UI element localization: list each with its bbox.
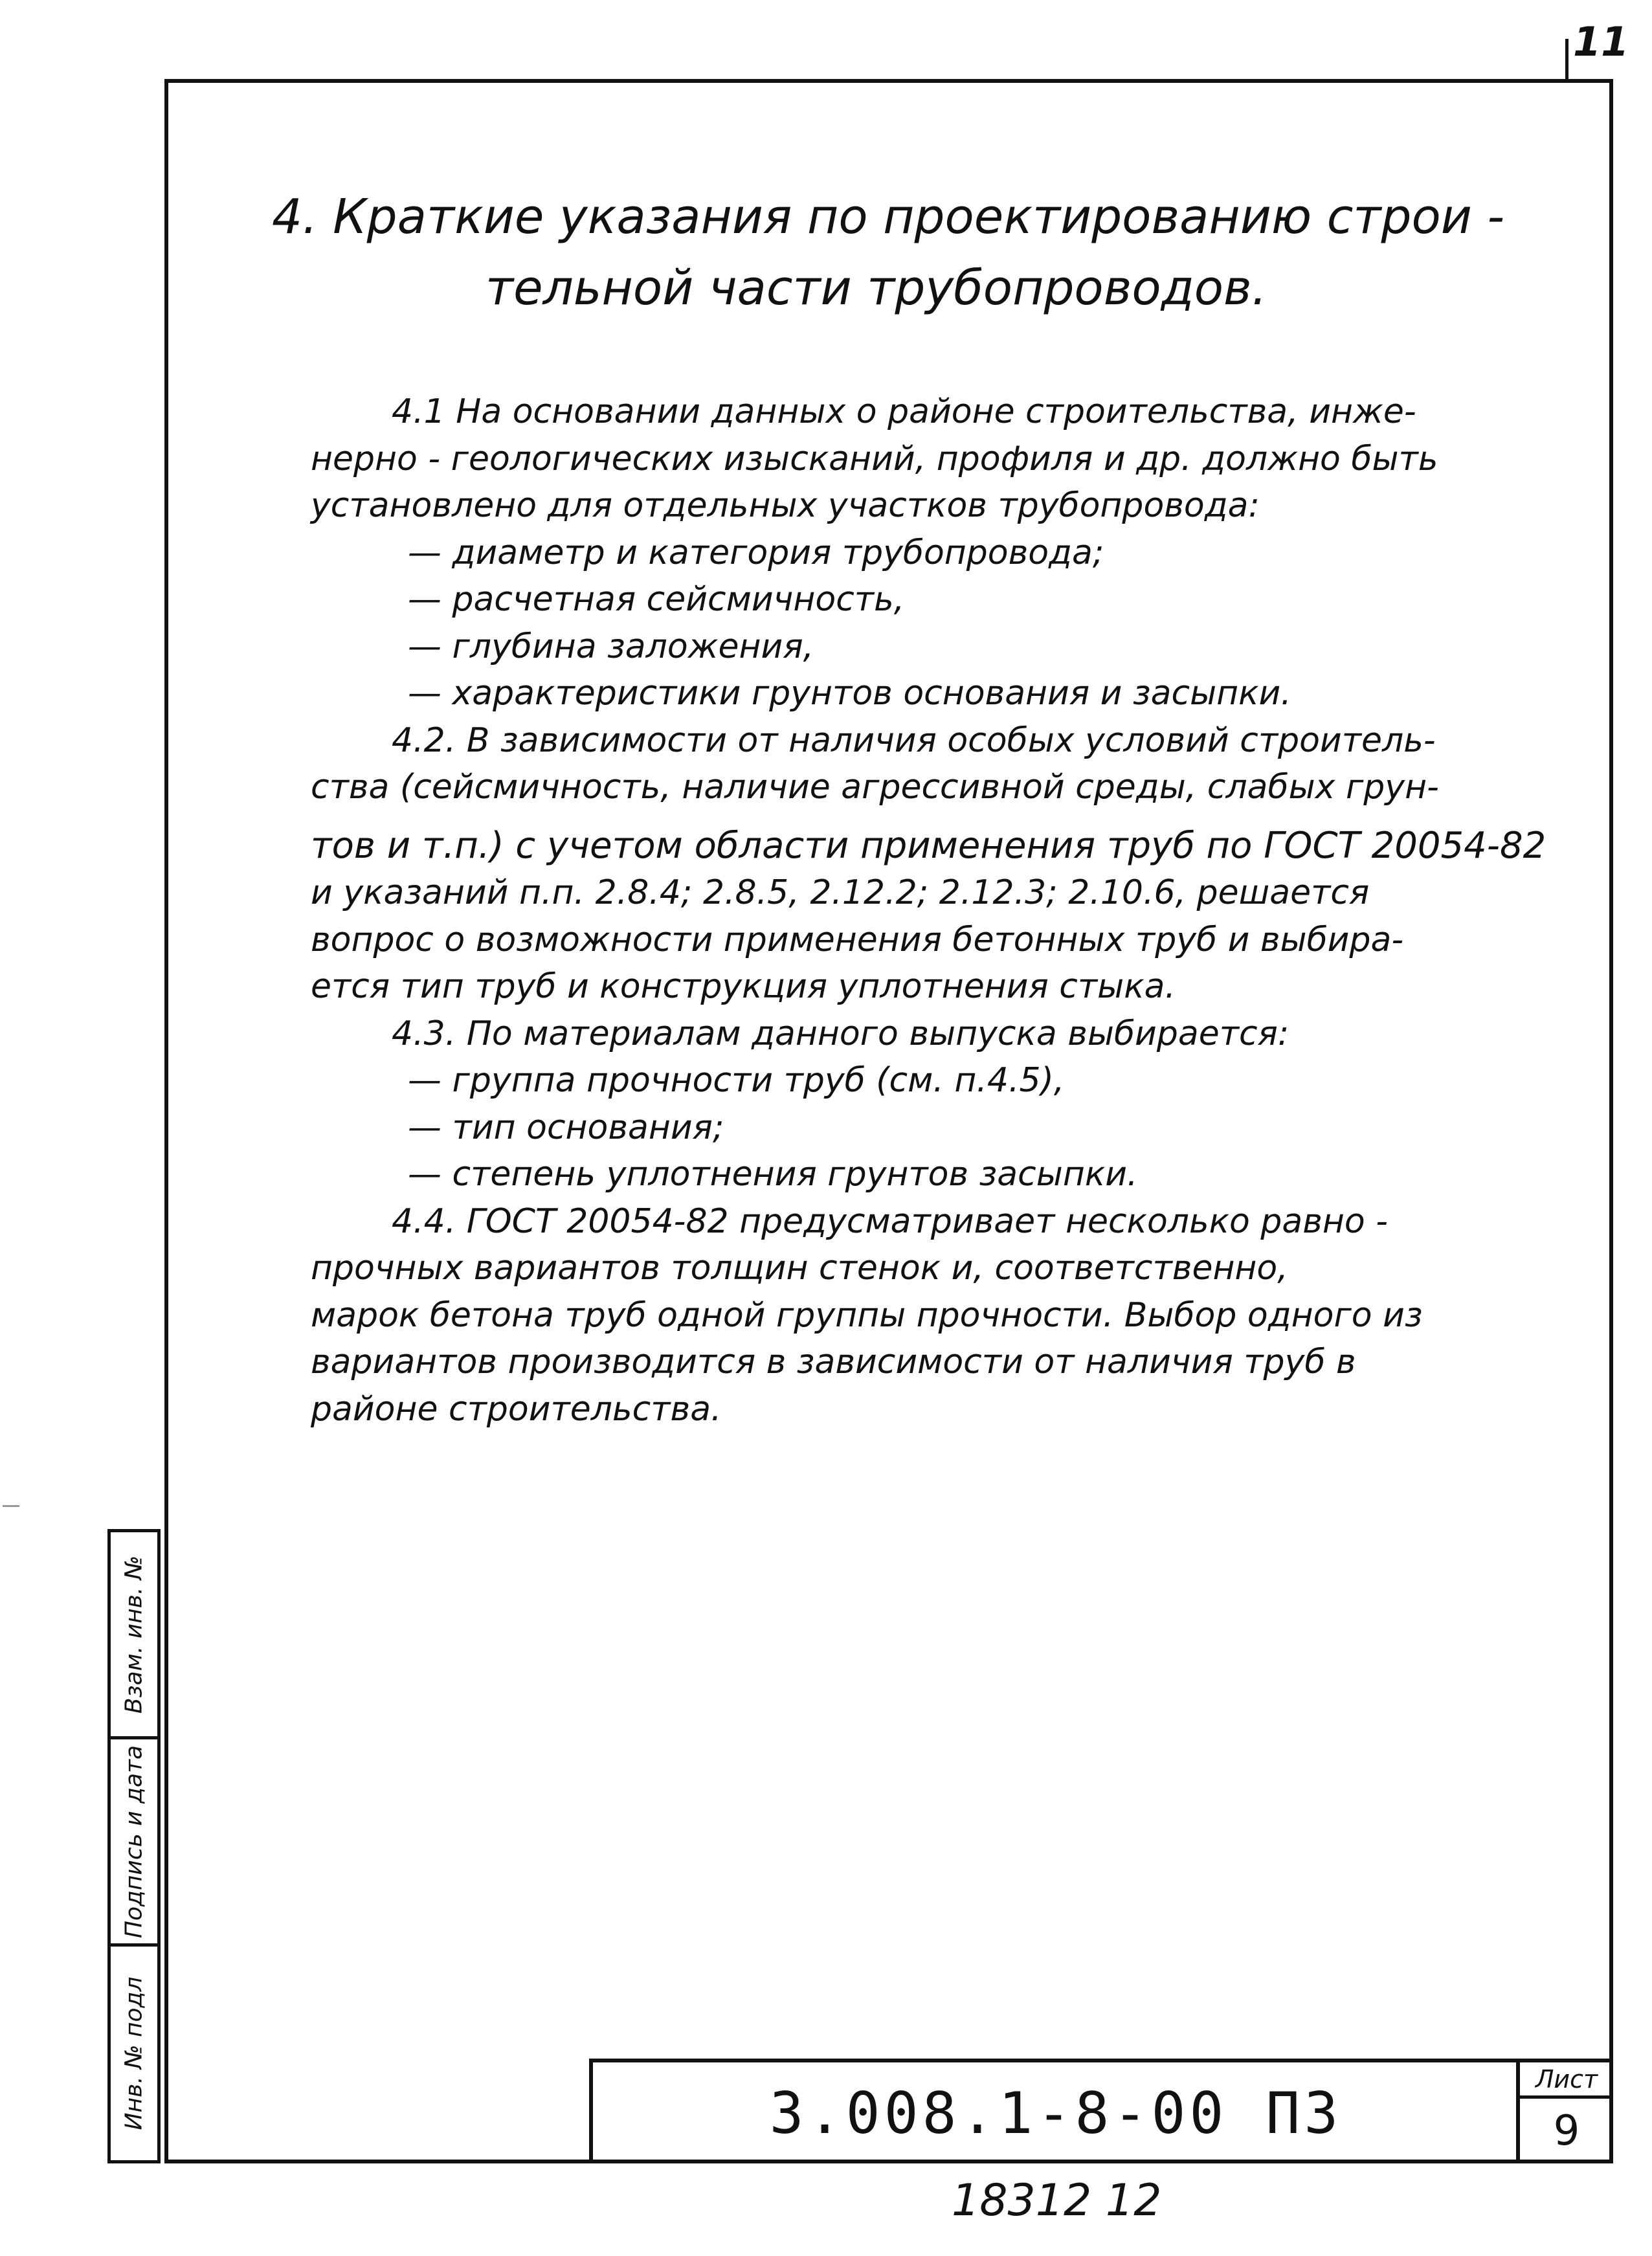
text-line: прочных вариантов толщин стенок и, соответственно, — [311, 1249, 1288, 1288]
text-line: марок бетона труб одной группы прочности. Выбор одного из — [311, 1295, 1423, 1335]
section-title-line-1: 4. Краткие указания по проектированию строи - — [272, 189, 1505, 245]
side-cell-signature-date — [111, 1739, 157, 1947]
text-line: — расчетная сейсмичность, — [408, 580, 905, 619]
document-code: 3.008.1-8-00 ПЗ — [769, 2079, 1343, 2147]
side-approval-stamp — [107, 1529, 161, 2163]
text-line: и указаний п.п. 2.8.4; 2.8.5, 2.12.2; 2.12.3; 2.10.6, решается — [311, 873, 1370, 912]
text-line: — характеристики грунтов основания и засыпки. — [408, 674, 1291, 713]
sheet-box — [1516, 2062, 1613, 2163]
section-title-line-2: тельной части трубопроводов. — [486, 260, 1267, 316]
text-line: — глубина заложения, — [408, 627, 814, 666]
text-line: 4.1 На основании данных о районе строительства, инже- — [392, 392, 1416, 431]
text-line: — тип основания; — [408, 1108, 724, 1147]
section-title — [272, 181, 1541, 324]
text-line: вариантов производится в зависимости от наличия труб в — [311, 1343, 1356, 1381]
text-line: — группа прочности труб (см. п.4.5), — [408, 1061, 1065, 1100]
side-cell-label: Взам. инв. № — [120, 1555, 148, 1714]
text-line: нерно - геологических изысканий, профиля и др. должно быть — [311, 439, 1438, 478]
side-cell-label: Подпись и дата — [120, 1745, 148, 1938]
text-line: установлено для отдельных участков трубопровода: — [311, 486, 1260, 525]
text-line: районе строительства. — [311, 1389, 722, 1429]
side-cell-original-inv — [111, 1947, 157, 2160]
text-line: ства (сейсмичность, наличие агрессивной среды, слабых грун- — [311, 768, 1439, 807]
body-text — [311, 388, 1599, 1433]
sheet-label: Лист — [1520, 2062, 1613, 2099]
text-line: — диаметр и категория трубопровода; — [408, 533, 1104, 572]
margin-mark — [3, 1505, 19, 1507]
text-line: тов и т.п.) с учетом области применения труб по ГОСТ 20054-82 — [311, 824, 1546, 867]
corner-page-number: 11 — [1573, 18, 1629, 65]
title-block — [589, 2059, 1613, 2163]
text-line: 4.4. ГОСТ 20054-82 предусматривает несколько равно - — [392, 1201, 1389, 1241]
text-line: — степень уплотнения грунтов засыпки. — [408, 1155, 1138, 1194]
text-line: вопрос о возможности применения бетонных труб и выбира- — [311, 920, 1404, 959]
inventory-number: 18312 12 — [952, 2175, 1162, 2226]
text-line: 4.3. По материалам данного выпуска выбирается: — [392, 1014, 1289, 1053]
side-cell-label: Инв. № подл — [120, 1976, 148, 2130]
text-line: ется тип труб и конструкция уплотнения стыка. — [311, 967, 1176, 1006]
sheet-number: 9 — [1553, 2107, 1580, 2155]
side-cell-replacement-inv — [111, 1532, 157, 1739]
corner-tick — [1565, 39, 1568, 80]
text-line: 4.2. В зависимости от наличия особых условий строитель- — [392, 720, 1436, 760]
